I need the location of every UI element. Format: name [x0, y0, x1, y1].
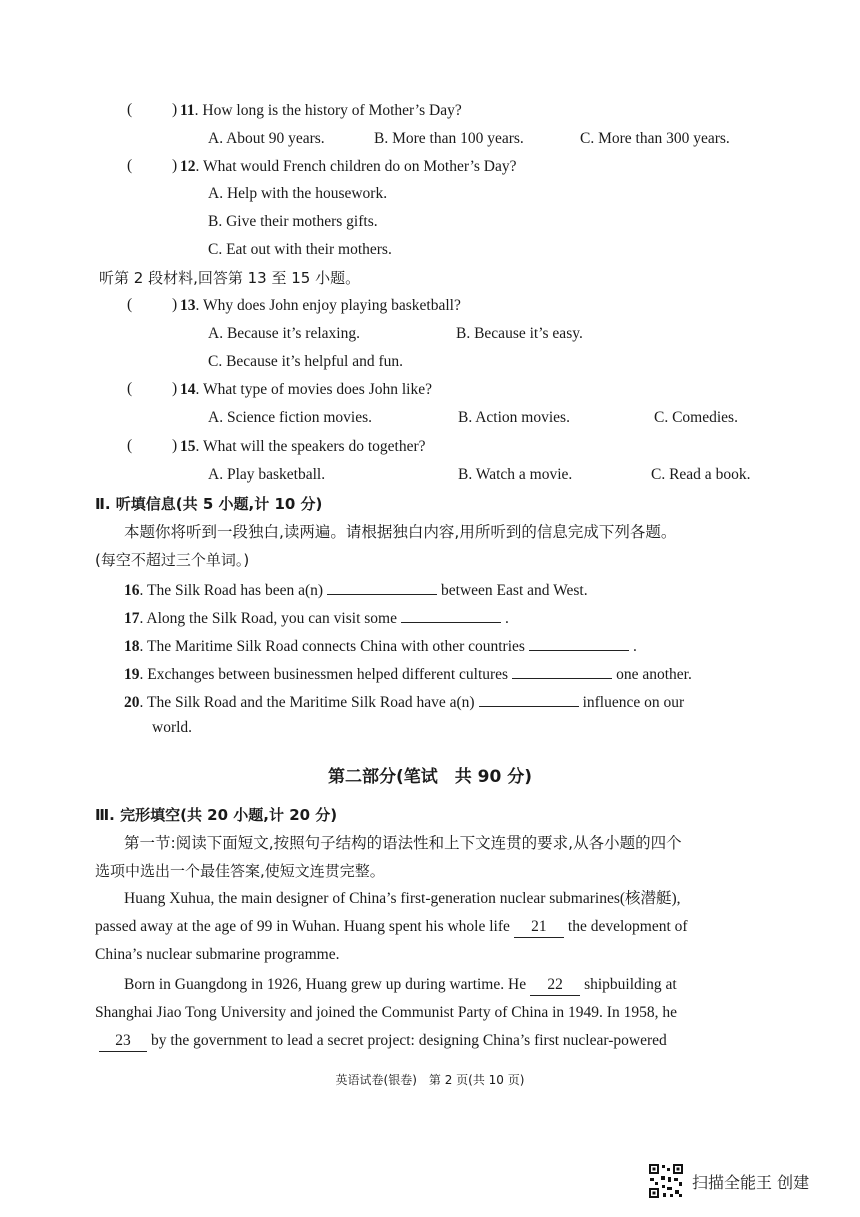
option-c: C. More than 300 years.	[580, 130, 730, 147]
passage-line: passed away at the age of 99 in Wuhan. Huang spent his whole life 21 the development of	[95, 917, 688, 938]
part-2-title: 第二部分(笔试 共 90 分)	[327, 767, 533, 787]
answer-paren-close: )	[172, 380, 178, 397]
section-2-instruction-note: (每空不超过三个单词。)	[95, 551, 250, 569]
section-3-instruction: 第一节:阅读下面短文,按照句子结构的语法性和上下文连贯的要求,从各小题的四个	[124, 834, 682, 852]
question-stem: 14. What type of movies does John like?	[180, 381, 432, 398]
answer-paren-open: (	[127, 380, 133, 397]
option-a: A. Help with the housework.	[208, 185, 388, 202]
answer-blank[interactable]	[529, 634, 629, 651]
page-footer: 英语试卷(银卷) 第 2 页(共 10 页)	[335, 1073, 525, 1087]
cloze-blank-21[interactable]: 21	[514, 917, 564, 938]
fill-item-17: 17. Along the Silk Road, you can visit some .	[124, 606, 509, 629]
fill-item-16: 16. The Silk Road has been a(n) between East and West.	[124, 578, 588, 601]
option-a: A. About 90 years.	[208, 130, 325, 147]
fill-item-18: 18. The Maritime Silk Road connects China with other countries .	[124, 634, 637, 657]
fill-item-20-continued: world.	[152, 719, 193, 736]
option-b: B. Because it’s easy.	[456, 325, 583, 342]
answer-paren-open: (	[127, 101, 133, 118]
answer-paren-close: )	[172, 437, 178, 454]
answer-paren-open: (	[127, 437, 133, 454]
passage-line: 23 by the government to lead a secret project: designing China’s first nuclear-powered	[95, 1031, 667, 1052]
question-stem: 15. What will the speakers do together?	[180, 438, 426, 455]
option-c: C. Read a book.	[651, 466, 751, 483]
answer-paren-open: (	[127, 157, 133, 174]
section-3-instruction-cont: 选项中选出一个最佳答案,使短文连贯完整。	[95, 862, 385, 880]
passage-line: Huang Xuhua, the main designer of China’s first-generation nuclear submarines(核潜艇),	[124, 890, 681, 907]
answer-paren-close: )	[172, 157, 178, 174]
passage-line: Born in Guangdong in 1926, Huang grew up during wartime. He 22 shipbuilding at	[124, 975, 677, 996]
option-a: A. Science fiction movies.	[208, 409, 372, 426]
fill-item-19: 19. Exchanges between businessmen helped different cultures one another.	[124, 662, 692, 685]
answer-paren-open: (	[127, 296, 133, 313]
question-stem: 12. What would French children do on Mother’s Day?	[180, 158, 517, 175]
question-stem: 13. Why does John enjoy playing basketball?	[180, 297, 461, 314]
answer-paren-close: )	[172, 101, 178, 118]
scanner-watermark: 扫描全能王 创建	[692, 1173, 810, 1192]
option-b: B. More than 100 years.	[374, 130, 524, 147]
cloze-blank-22[interactable]: 22	[530, 975, 580, 996]
option-b: B. Action movies.	[458, 409, 570, 426]
qr-code-icon	[648, 1163, 684, 1199]
cloze-blank-23[interactable]: 23	[99, 1031, 147, 1052]
answer-blank[interactable]	[479, 690, 579, 707]
option-b: B. Give their mothers gifts.	[208, 213, 378, 230]
passage-line: China’s nuclear submarine programme.	[95, 946, 340, 963]
question-stem: 11. How long is the history of Mother’s Day?	[180, 102, 462, 119]
option-a: A. Because it’s relaxing.	[208, 325, 360, 342]
answer-paren-close: )	[172, 296, 178, 313]
fill-item-20: 20. The Silk Road and the Maritime Silk Road have a(n) influence on our	[124, 690, 684, 713]
section-2-heading: Ⅱ. 听填信息(共 5 小题,计 10 分)	[95, 495, 323, 513]
option-c: C. Eat out with their mothers.	[208, 241, 392, 258]
option-b: B. Watch a movie.	[458, 466, 573, 483]
answer-blank[interactable]	[327, 578, 437, 595]
section-3-heading: Ⅲ. 完形填空(共 20 小题,计 20 分)	[95, 806, 338, 824]
option-c: C. Comedies.	[654, 409, 738, 426]
material-2-note: 听第 2 段材料,回答第 13 至 15 小题。	[99, 269, 361, 287]
answer-blank[interactable]	[512, 662, 612, 679]
section-2-instruction: 本题你将听到一段独白,读两遍。请根据独白内容,用所听到的信息完成下列各题。	[124, 523, 677, 541]
answer-blank[interactable]	[401, 606, 501, 623]
option-c: C. Because it’s helpful and fun.	[208, 353, 403, 370]
passage-line: Shanghai Jiao Tong University and joined the Communist Party of China in 1949. In 1958, he	[95, 1004, 677, 1021]
option-a: A. Play basketball.	[208, 466, 326, 483]
